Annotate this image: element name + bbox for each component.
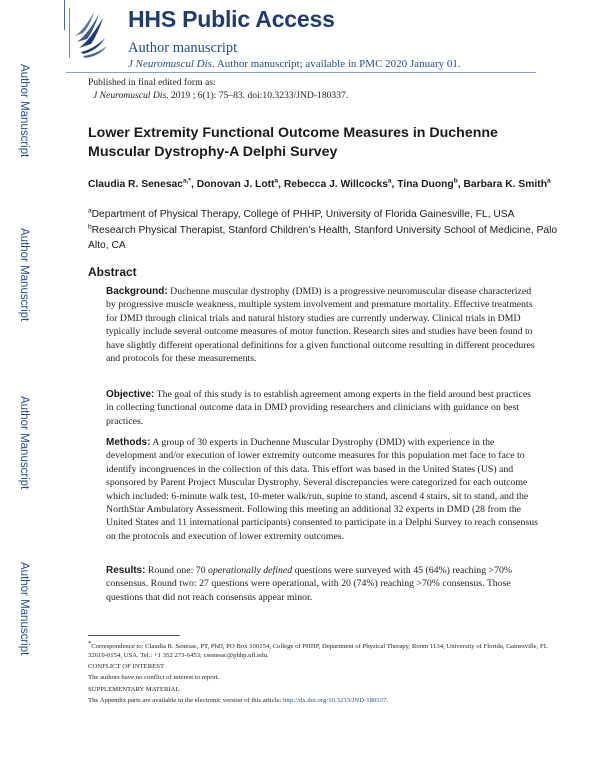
supplementary-heading: SUPPLEMENTARY MATERIAL [88, 686, 180, 693]
header-divider [66, 72, 536, 73]
author-manuscript-label: Author manuscript [128, 40, 238, 56]
methods-text: A group of 30 experts in Duchenne Muscular Dystrophy (DMD) with experience in the development and/or execution of lower extremity outcome measures for this population met face to face to identify incongruences in the collection of this data. This effort was based in the United States (US) and sponsored by Parent Project Muscular Dystrophy. Several discrepancies were categorized for each outcome which included: 6-minute walk test, 10-meter walk/run, supine to stand, ascend 4 stairs, sit to stand, and the NorthStar Ambulatory Assessment. Following this meeting an additional 32 experts in DMD (28 from the United States and 11 international participants) consented to participate in a Delphi Survey to reach consensus on the protocols and execution of lower extremity outcomes. [106, 437, 538, 542]
citation-journal: J Neuromuscul Dis [93, 90, 167, 101]
author: Tina Duong$^b$, [397, 177, 464, 190]
background-label: Background: [106, 286, 168, 297]
author: Barbara K. Smith$^a$ [463, 177, 551, 190]
citation-line [93, 90, 348, 101]
journal-abbrev: J Neuromuscul Dis [128, 58, 212, 70]
abstract-methods [106, 436, 538, 543]
affiliation-a: $^a$Department of Physical Therapy, College of PHHP, University of Florida Gainesville, FL, USA [88, 207, 515, 220]
author: Donovan J. Lott$^a$, [196, 177, 284, 190]
objective-text: The goal of this study is to establish agreement among experts in the field around best practices in collecting functional outcome data in DMD providing researchers and clinicians with guidance on best practices. [106, 389, 531, 427]
hhs-public-access-title: HHS Public Access [128, 6, 335, 32]
citation-details: . 2019 ; 6(1): 75–83. doi:10.3233/JND-180337. [166, 90, 349, 101]
abstract-background [106, 285, 538, 365]
published-in-label: Published in final edited form as: [88, 77, 216, 88]
supplementary-text: The Appendix parts are available in the electronic version of this article: http://dx.doi.org/10.3233/JND-180337. [88, 697, 389, 704]
results-italic: operationally defined [208, 565, 293, 576]
correspondence-footnote: *Correspondence to: Claudia R. Senesac, PT, PhD, PO Box 100154, College of PHHP, Department of Physical Therapy, Room 1134, University of Florida, Gainesville, FL 32610-0154, USA. Tel.: +1 352 273-6453; csenesac@phhp.ufl.edu. [88, 639, 548, 660]
affiliation-b: $^b$Research Physical Therapist, Stanford Children’s Health, Stanford University School of Medicine, Palo Alto, CA [88, 223, 558, 251]
supplementary-link[interactable]: http://dx.doi.org/10.3233/JND-180337 [282, 697, 387, 704]
footnote-divider [88, 635, 180, 636]
sidebar-label-2: Author Manuscript [18, 228, 30, 322]
coi-text: The authors have no conflict of interest to report. [88, 674, 220, 681]
sidebar-label-1: Author Manuscript [18, 64, 30, 158]
journal-availability-line [128, 58, 461, 70]
author-list [88, 177, 558, 192]
sidebar-label-3: Author Manuscript [18, 396, 30, 490]
abstract-results: Results: Round one: 70 operationally defined questions were surveyed with 45 (64%) reaching >70% consensus. Round two: 27 questions were operational, with 20 (74%) reaching >70% consensus. Those questions that did not reach consensus appear minor. [106, 565, 513, 603]
author: Claudia R. Senesac$^{a,*}$, [88, 177, 197, 190]
author: Rebecca J. Willcocks$^a$, [283, 177, 398, 190]
sidebar-accent-line [64, 0, 65, 30]
sidebar-label-4: Author Manuscript [18, 562, 30, 656]
availability-text: . Author manuscript; available in PMC 2020 January 01. [211, 58, 461, 70]
background-text: Duchenne muscular dystrophy (DMD) is a progressive neuromuscular disease characterized by progressive muscle weakness, multiple system involvement and premature mortality. Effective treatments for DMD through clinical trials and natural history studies are currently underway. Clinical trials in DMD typically include several outcome measures of motor function. Research sites and studies have been found to have slightly different operational definitions for a given functional outcome resulting in different procedures and protocols for these measurements. [106, 286, 535, 365]
methods-label: Methods: [106, 437, 151, 448]
results-label: Results: [106, 565, 146, 576]
coi-heading: CONFLICT OF INTEREST [88, 663, 165, 670]
abstract-objective [106, 388, 538, 428]
hhs-eagle-logo-icon [69, 4, 117, 62]
article-title: Lower Extremity Functional Outcome Measures in Duchenne Muscular Dystrophy-A Delphi Survey [88, 125, 498, 160]
objective-label: Objective: [106, 389, 155, 400]
abstract-heading: Abstract [88, 265, 137, 279]
